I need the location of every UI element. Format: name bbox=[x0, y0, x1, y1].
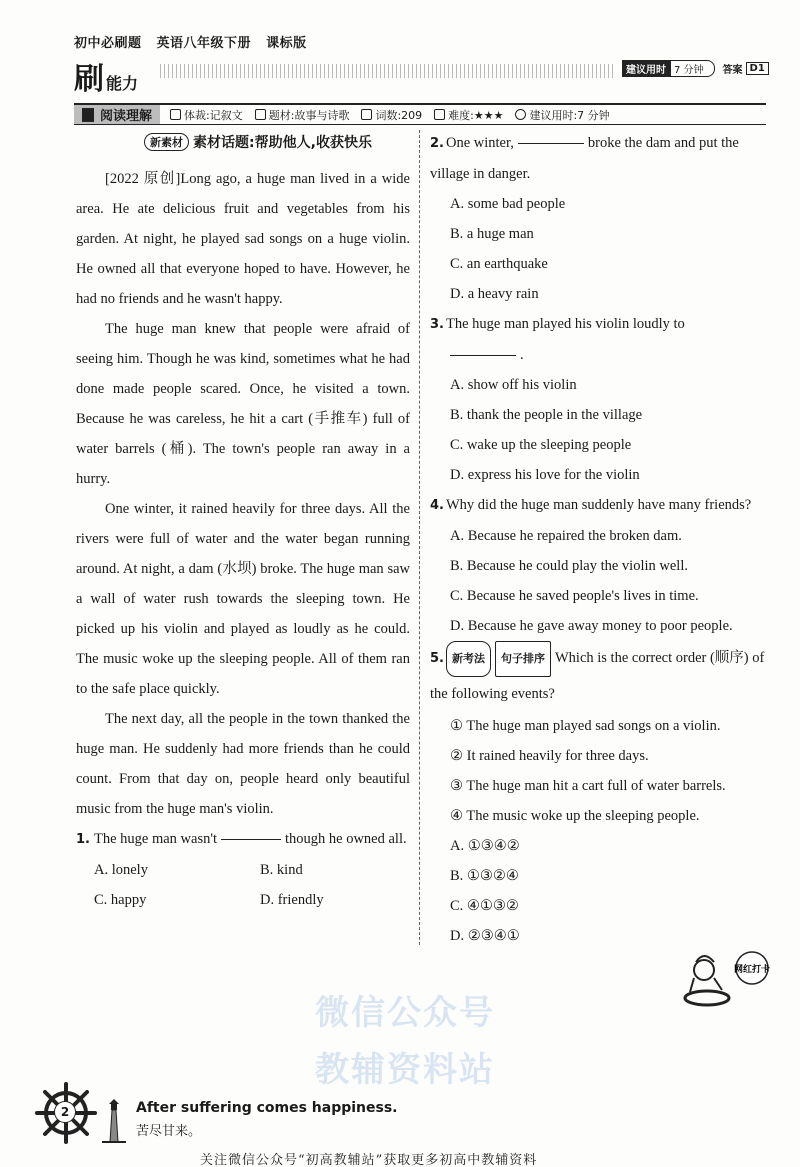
section-tag: 阅读理解 bbox=[74, 105, 160, 124]
option-a[interactable]: A. show off his violin bbox=[450, 377, 577, 393]
brand-title bbox=[74, 54, 138, 98]
genre-item bbox=[170, 107, 243, 123]
event-item: ③ The huge man hit a cart full of water barrels. bbox=[450, 778, 726, 794]
question-stem-end: though he owned all. bbox=[285, 831, 407, 847]
option-d[interactable]: D. express his love for the violin bbox=[450, 467, 640, 483]
clock-icon bbox=[515, 109, 526, 120]
difficulty-item bbox=[434, 107, 503, 123]
time-text: 建议用时:7 分钟 bbox=[529, 108, 610, 122]
time-label: 建议用时 bbox=[622, 60, 670, 77]
option-a[interactable]: A. some bad people bbox=[450, 196, 566, 212]
subject-name: 英语八年级下册 bbox=[156, 36, 252, 51]
option-d[interactable]: D. a heavy rain bbox=[450, 286, 539, 302]
watermark-line-1: 微信公众号 bbox=[315, 993, 495, 1033]
question-stem: The huge man played his violin loudly to bbox=[445, 316, 685, 332]
passage-paragraph: One winter, it rained heavily for three days. All the rivers were full of water and the water began running around. At night, a dam (水坝) broke. The huge man saw a wall of water rush towards the sleeping town. He picked up his violin and played as loudly as he could. The music woke up the sleeping people. All of them ran to the safe place quickly. bbox=[76, 501, 410, 697]
passage-topic bbox=[106, 132, 410, 152]
watermark bbox=[290, 985, 520, 1091]
watermark-line-2: 教辅资料站 bbox=[315, 1050, 495, 1090]
answer-blank[interactable] bbox=[221, 839, 281, 840]
question-stem: Why did the huge man suddenly have many friends? bbox=[445, 497, 752, 513]
question-number: 5. bbox=[430, 651, 444, 666]
answer-label: 答案 bbox=[722, 65, 743, 76]
option-b[interactable]: B. thank the people in the village bbox=[450, 407, 643, 423]
event-item: ④ The music woke up the sleeping people. bbox=[450, 808, 700, 824]
suggested-time-box bbox=[622, 60, 769, 77]
pen-icon bbox=[361, 109, 372, 120]
question-stem-end: broke the dam and put the village in danger. bbox=[430, 135, 739, 182]
passage-paragraph: The next day, all the people in the town thanked the huge man. He suddenly had more friends than he could count. From that day on, people heard only beautiful music from the huge man's violin. bbox=[76, 711, 410, 817]
reading-info-bar bbox=[74, 103, 766, 125]
question-4 bbox=[430, 490, 770, 521]
option-b[interactable]: B. Because he could play the violin well. bbox=[450, 558, 688, 574]
difficulty-text: 难度:★★★ bbox=[448, 108, 504, 122]
right-column bbox=[430, 128, 770, 951]
option-a[interactable]: A. ①③④② bbox=[450, 838, 520, 854]
question-2 bbox=[430, 128, 770, 189]
bottom-promo-note: 关注微信公众号“初高教辅站”获取更多初高中教辅资料 bbox=[200, 1153, 538, 1167]
topic-text: 素材话题:帮助他人,收获快乐 bbox=[193, 135, 372, 151]
page-number: 2 bbox=[54, 1101, 76, 1123]
sentence-order-badge bbox=[495, 641, 551, 677]
question-3 bbox=[430, 309, 770, 370]
badge2-text: 句子排序 bbox=[500, 652, 545, 665]
edition-name: 课标版 bbox=[266, 36, 307, 51]
quote-chinese: 苦尽甘来。 bbox=[136, 1124, 202, 1139]
badge-text: 新考法 bbox=[451, 652, 485, 665]
word-count-item bbox=[361, 107, 422, 123]
book-icon bbox=[170, 109, 181, 120]
option-a[interactable]: A. Because he repaired the broken dam. bbox=[450, 528, 682, 544]
header-stripe bbox=[160, 64, 615, 78]
option-b[interactable]: B. kind bbox=[260, 862, 303, 878]
quote-english: After suffering comes happiness. bbox=[136, 1100, 398, 1116]
question-stem: One winter, bbox=[445, 135, 514, 151]
badge-text: 新素材 bbox=[150, 136, 184, 149]
cartoon-head bbox=[694, 960, 714, 980]
time-item bbox=[515, 107, 609, 123]
option-d[interactable]: D. ②③④① bbox=[450, 928, 520, 944]
option-d[interactable]: D. Because he gave away money to poor people. bbox=[450, 618, 733, 634]
new-method-badge bbox=[446, 641, 491, 677]
answer-blank[interactable] bbox=[450, 355, 516, 356]
option-c[interactable]: C. Because he saved people's lives in time. bbox=[450, 588, 699, 604]
series-name: 初中必刷题 bbox=[74, 36, 142, 51]
question-number: 1. bbox=[76, 832, 90, 847]
question-number: 4. bbox=[430, 498, 444, 513]
question-1-options bbox=[76, 855, 410, 915]
answer-page: D1 bbox=[746, 62, 769, 75]
theme-item bbox=[255, 107, 350, 123]
theme-text: 题材:故事与诗歌 bbox=[268, 108, 350, 122]
question-number: 2. bbox=[430, 136, 444, 151]
cartoon-illustration bbox=[672, 948, 772, 1008]
option-d[interactable]: D. friendly bbox=[260, 892, 324, 908]
chart-icon bbox=[434, 109, 445, 120]
question-stem-end: . bbox=[520, 347, 524, 363]
answer-blank[interactable] bbox=[518, 143, 584, 144]
question-stem: Which is the correct order (顺序) of the following events? bbox=[430, 650, 765, 702]
question-5 bbox=[430, 641, 770, 711]
option-b[interactable]: B. a huge man bbox=[450, 226, 534, 242]
option-c[interactable]: C. happy bbox=[94, 892, 147, 908]
option-a[interactable]: A. lonely bbox=[94, 862, 148, 878]
cartoon-ring bbox=[685, 991, 729, 1005]
document-icon bbox=[255, 109, 266, 120]
passage-paragraph: The huge man knew that people were afraid of seeing him. Though he was kind, sometimes what he had done made people scared. Once, he visited a town. Because he was careless, he hit a cart (手推车) full of water barrels (桶). The town's people ran away in a hurry. bbox=[76, 321, 410, 487]
genre-text: 体裁:记叙文 bbox=[184, 108, 243, 122]
brand-big-char: 刷 bbox=[74, 62, 104, 97]
speech-bubble-text: 网红打卡 bbox=[733, 965, 771, 975]
lighthouse-icon bbox=[100, 1098, 128, 1144]
option-c[interactable]: C. ④①③② bbox=[450, 898, 519, 914]
event-item: ② It rained heavily for three days. bbox=[450, 748, 649, 764]
option-b[interactable]: B. ①③②④ bbox=[450, 868, 519, 884]
event-item: ① The huge man played sad songs on a violin. bbox=[450, 718, 721, 734]
book-series-header bbox=[74, 32, 317, 51]
time-value: 7 分钟 bbox=[670, 60, 715, 77]
question-number: 3. bbox=[430, 317, 444, 332]
word-count-text: 词数:209 bbox=[375, 108, 423, 122]
new-material-badge bbox=[144, 133, 189, 151]
left-column bbox=[76, 132, 410, 915]
option-c[interactable]: C. wake up the sleeping people bbox=[450, 437, 632, 453]
question-stem: The huge man wasn't bbox=[93, 831, 217, 847]
brand-subtitle: 能力 bbox=[106, 74, 139, 93]
column-divider bbox=[419, 130, 420, 945]
passage-paragraph: [2022 原创]Long ago, a huge man lived in a wide area. He ate delicious fruit and vegetables from his garden. At night, he played sad songs on a huge violin. He owned all that everyone hoped to have. However, he had no friends and he wasn't happy. bbox=[76, 171, 410, 307]
option-c[interactable]: C. an earthquake bbox=[450, 256, 548, 272]
question-1 bbox=[76, 824, 410, 855]
